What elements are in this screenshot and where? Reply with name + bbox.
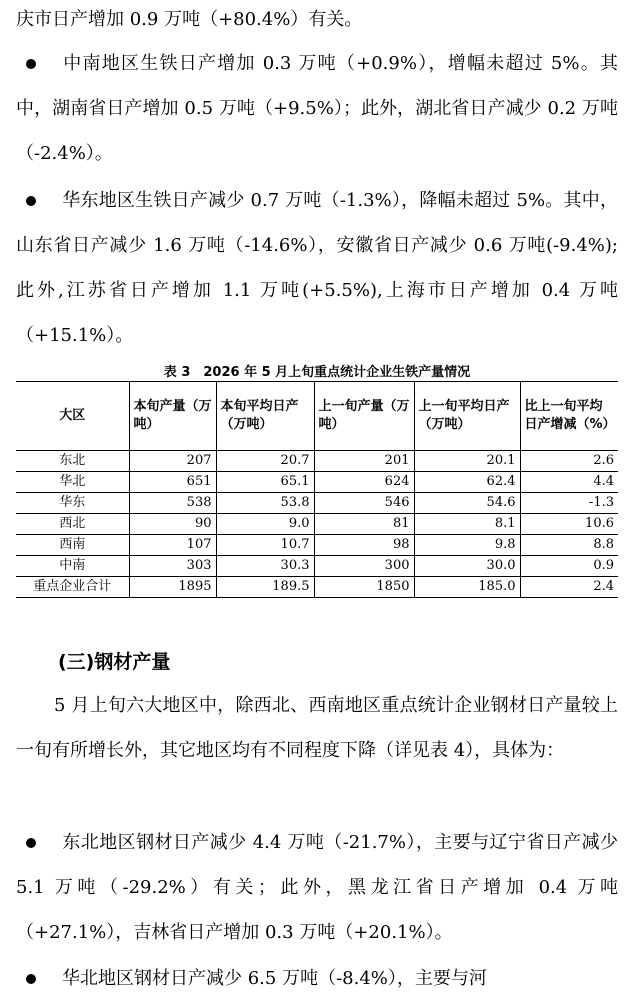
cell-output: 303 <box>129 556 216 577</box>
cell-output: 1895 <box>129 577 216 598</box>
cell-output: 207 <box>129 451 216 472</box>
cell-avg: 30.3 <box>216 556 314 577</box>
bullet-icon <box>26 838 36 848</box>
table-header-row <box>16 382 618 451</box>
cell-avg: 20.7 <box>216 451 314 472</box>
cell-prev-avg: 54.6 <box>414 493 520 514</box>
cell-region: 华北 <box>16 472 129 493</box>
cell-prev-output: 98 <box>314 535 414 556</box>
cell-region: 中南 <box>16 556 129 577</box>
cell-avg: 65.1 <box>216 472 314 493</box>
bullet-icon <box>26 59 36 69</box>
bullet-icon <box>26 196 36 206</box>
table-row <box>16 451 618 472</box>
cell-prev-output: 624 <box>314 472 414 493</box>
cell-region: 西南 <box>16 535 129 556</box>
section-heading: (三)钢材产量 <box>58 651 171 673</box>
bullet-paragraph-huadong-iron: 华东地区生铁日产减少 0.7 万吨（-1.3%），降幅未超过 5%。其中，山东省日产减少 1.6 万吨（-14.6%），安徽省日产减少 0.6 万吨(-9.4%);此外,江苏省日产增加 1.1 万吨(+5.5%),上海市日产增加 0.4 万吨（+15.1%）。 <box>16 190 618 346</box>
table-row <box>16 493 618 514</box>
cell-change: -1.3 <box>520 493 618 514</box>
cell-prev-avg: 8.1 <box>414 514 520 535</box>
cell-region: 东北 <box>16 451 129 472</box>
paragraph-continuation: 庆市日产增加 0.9 万吨（+80.4%）有关。 <box>16 9 363 30</box>
cell-change: 0.9 <box>520 556 618 577</box>
table-total-row <box>16 577 618 598</box>
cell-avg: 53.8 <box>216 493 314 514</box>
cell-change: 10.6 <box>520 514 618 535</box>
header-region: 大区 <box>16 382 129 451</box>
table-row <box>16 472 618 493</box>
table-row <box>16 535 618 556</box>
header-prev-output: 上一旬产量（万吨） <box>314 382 414 451</box>
cell-change: 2.6 <box>520 451 618 472</box>
cell-prev-avg: 62.4 <box>414 472 520 493</box>
bullet-paragraph-zhongnan-iron: 中南地区生铁日产增加 0.3 万吨（+0.9%），增幅未超过 5%。其中，湖南省日产增加 0.5 万吨（+9.5%）；此外，湖北省日产减少 0.2 万吨（-2.4%）。 <box>16 53 618 164</box>
cell-avg: 10.7 <box>216 535 314 556</box>
table-row <box>16 514 618 535</box>
cell-change: 8.8 <box>520 535 618 556</box>
cell-prev-output: 546 <box>314 493 414 514</box>
cell-region: 西北 <box>16 514 129 535</box>
cell-output: 90 <box>129 514 216 535</box>
cell-prev-avg: 20.1 <box>414 451 520 472</box>
cell-prev-output: 1850 <box>314 577 414 598</box>
bullet-icon <box>26 974 36 984</box>
cell-change: 4.4 <box>520 472 618 493</box>
header-output: 本旬产量（万吨） <box>129 382 216 451</box>
table-row <box>16 556 618 577</box>
cell-output: 651 <box>129 472 216 493</box>
cell-prev-output: 201 <box>314 451 414 472</box>
cell-prev-avg: 30.0 <box>414 556 520 577</box>
cell-avg: 189.5 <box>216 577 314 598</box>
header-avg-daily: 本旬平均日产（万吨） <box>216 382 314 451</box>
cell-output: 107 <box>129 535 216 556</box>
cell-prev-avg: 185.0 <box>414 577 520 598</box>
table-caption: 表 3 2026 年 5 月上旬重点统计企业生铁产量情况 <box>163 365 471 380</box>
paragraph-steel-intro: 5 月上旬六大地区中，除西北、西南地区重点统计企业钢材日产量较上一旬有所增长外，其它地区均有不同程度下降（详见表 4），具体为： <box>16 695 618 761</box>
cell-output: 538 <box>129 493 216 514</box>
cell-prev-avg: 9.8 <box>414 535 520 556</box>
bullet-paragraph-huabei-steel: 华北地区钢材日产减少 6.5 万吨（-8.4%），主要与河 <box>16 956 618 1001</box>
cell-region: 重点企业合计 <box>16 577 129 598</box>
cell-avg: 9.0 <box>216 514 314 535</box>
pig-iron-output-table <box>16 381 618 598</box>
cell-prev-output: 81 <box>314 514 414 535</box>
cell-region: 华东 <box>16 493 129 514</box>
header-change: 比上一旬平均日产增减（%） <box>520 382 618 451</box>
cell-change: 2.4 <box>520 577 618 598</box>
cell-prev-output: 300 <box>314 556 414 577</box>
header-prev-avg-daily: 上一旬平均日产（万吨） <box>414 382 520 451</box>
bullet-paragraph-dongbei-steel: 东北地区钢材日产减少 4.4 万吨（-21.7%），主要与辽宁省日产减少 5.1 万吨（-29.2%）有关；此外，黑龙江省日产增加 0.4 万吨（+27.1%），吉林省日产增加 0.3 万吨（+20.1%）。 <box>16 832 618 943</box>
